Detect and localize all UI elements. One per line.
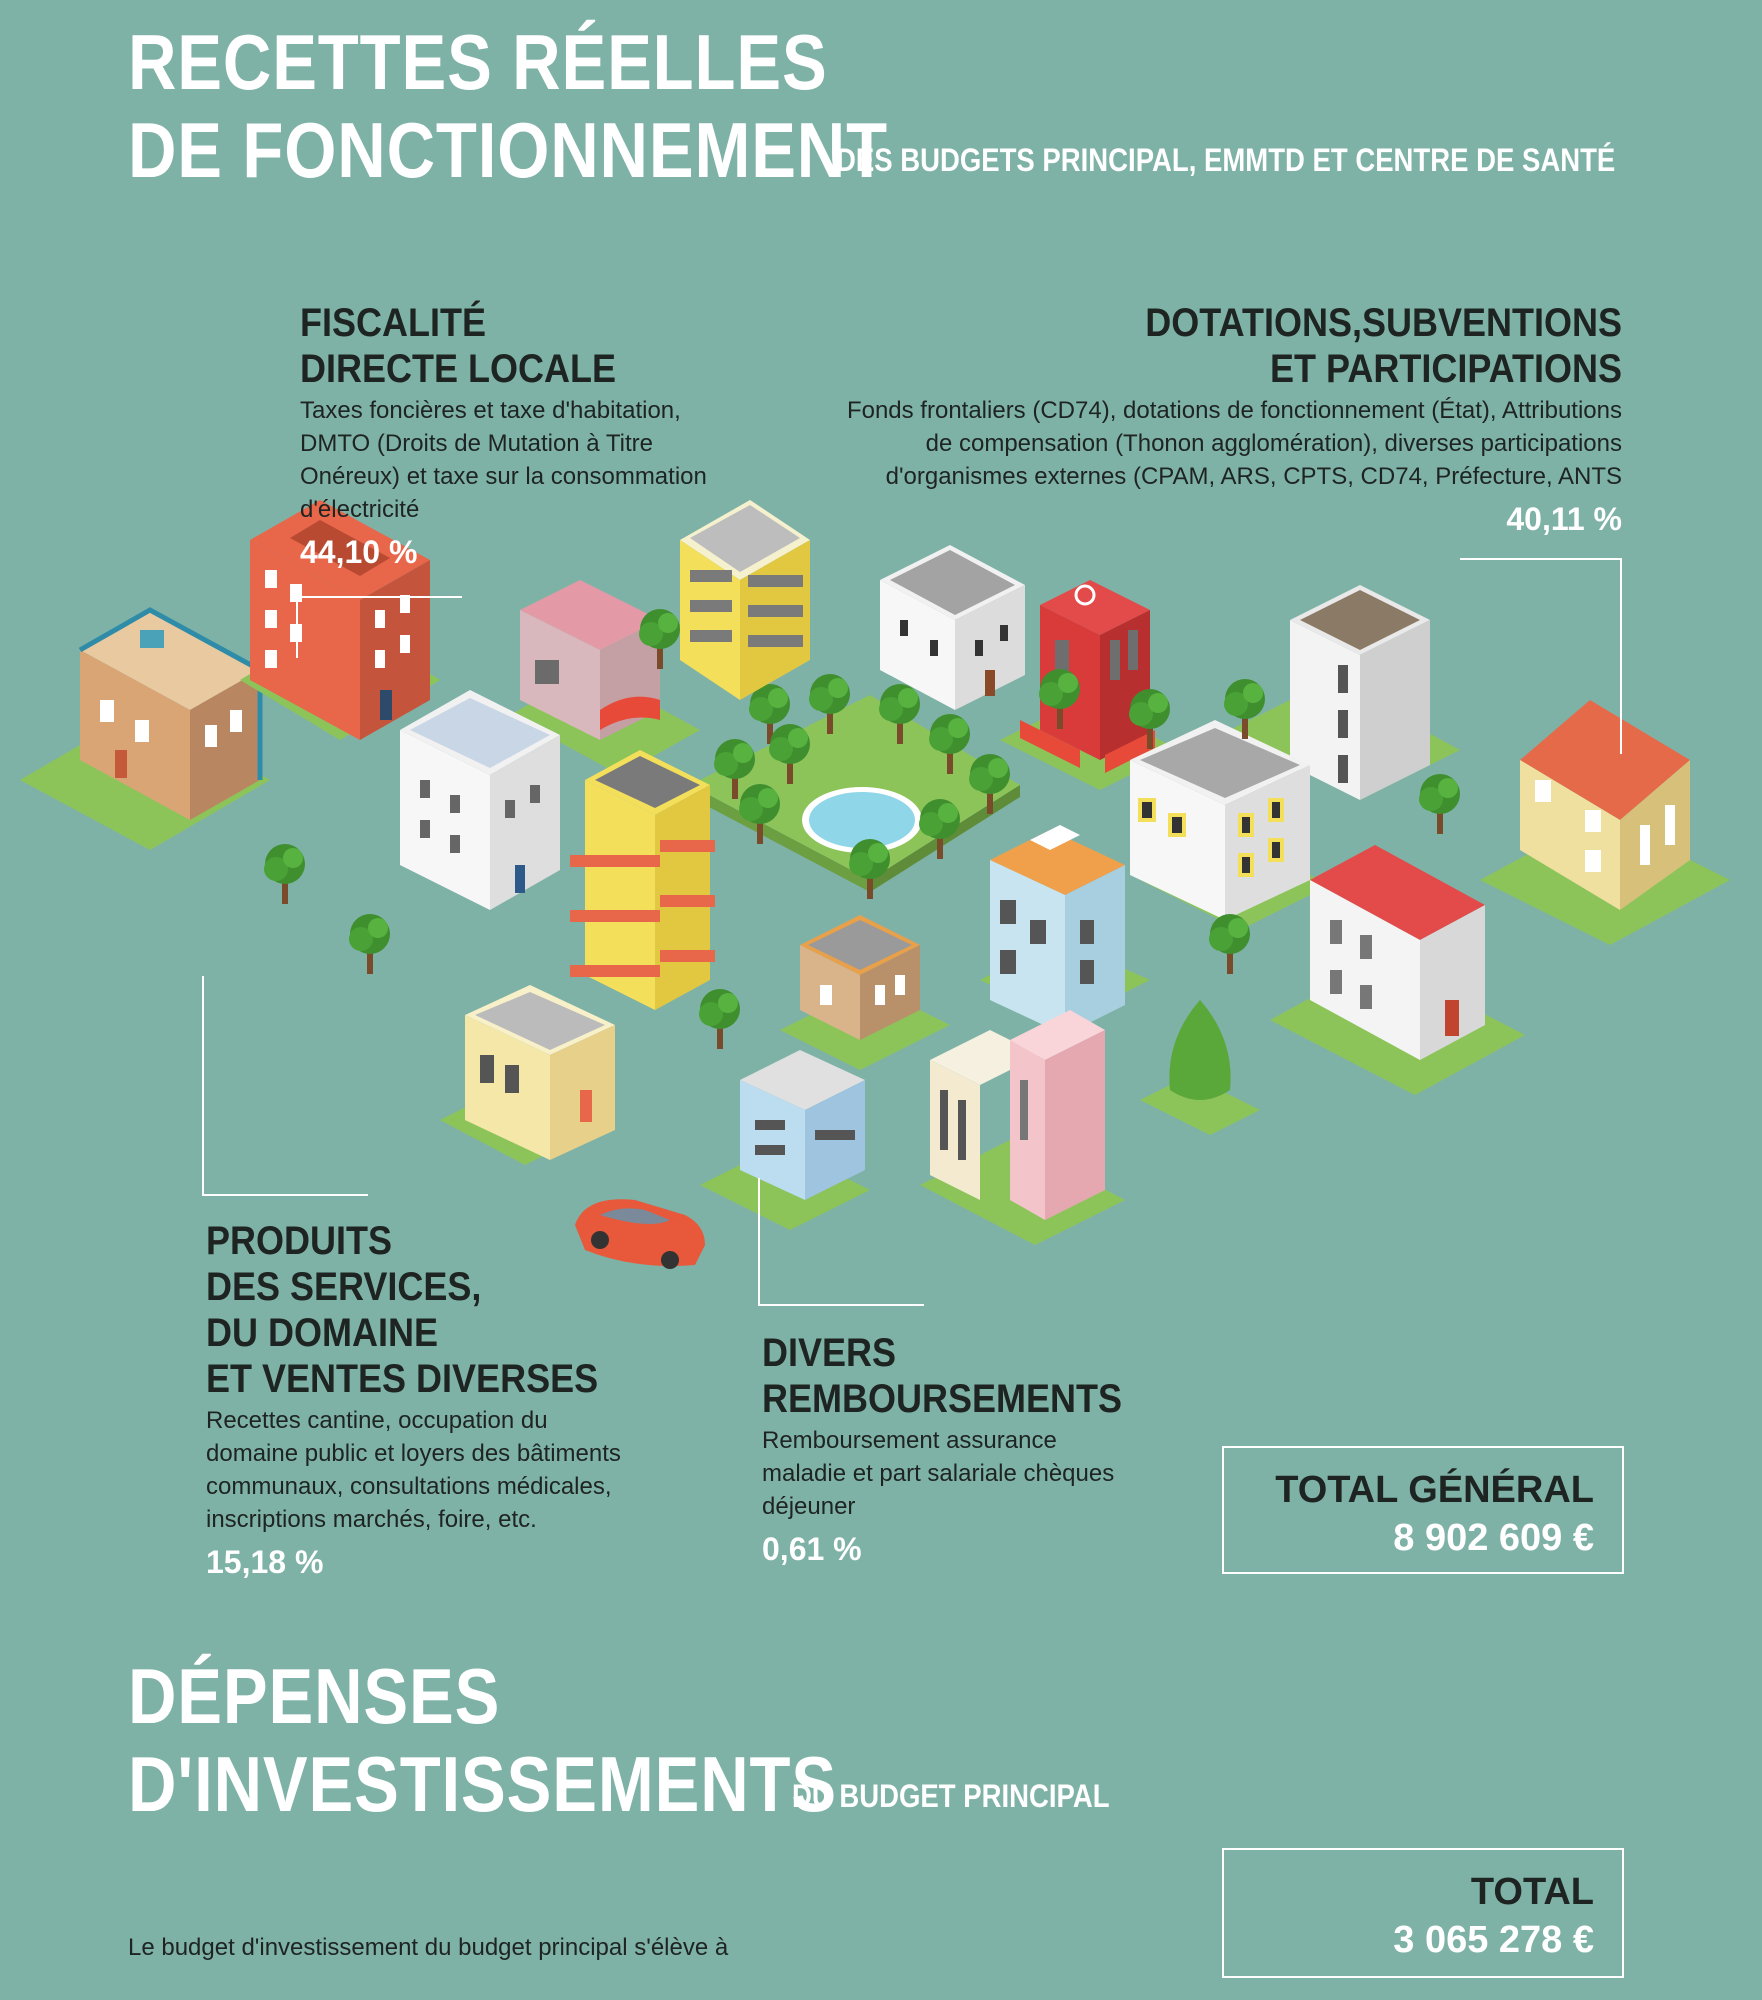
total-general-value: 8 902 609 €: [1393, 1517, 1594, 1559]
depenses-footnote: Le budget d'investissement du budget principal s'élève à: [128, 1934, 729, 1961]
building-cream: [440, 985, 615, 1165]
building-small-brown: [780, 915, 950, 1070]
connector-fiscalite-h: [296, 596, 462, 598]
category-percent: 0,61 %: [762, 1531, 862, 1567]
category-dotations: [820, 300, 1622, 538]
connector-divers-v: [758, 1178, 760, 1306]
depenses-title-line1: DÉPENSES: [128, 1652, 501, 1740]
building-blue-small: [700, 1050, 870, 1230]
depenses-subtitle: DU BUDGET PRINCIPAL: [792, 1778, 1110, 1814]
connector-produits-v: [202, 976, 204, 1196]
category-produits: [206, 1218, 666, 1581]
connector-dotations-h: [1460, 558, 1622, 560]
description-line: Fonds frontaliers (CD74), dotations de fonctionnement (État), Attributions: [846, 397, 1622, 424]
category-title-line: DES SERVICES,: [206, 1265, 482, 1309]
total-general-box: [1222, 1446, 1624, 1574]
building-yellow-stacked: [570, 750, 715, 1010]
description-line: d'organismes externes (CPAM, ARS, CPTS, CD74, Préfecture, ANTS: [885, 463, 1622, 490]
building-white-blue: [400, 690, 560, 910]
category-title-line: REMBOURSEMENTS: [762, 1377, 1123, 1421]
total-investissement-box: [1222, 1848, 1624, 1978]
total-general-label: TOTAL GÉNÉRAL: [1275, 1469, 1594, 1511]
category-title: [300, 300, 678, 392]
category-description: Taxes foncières et taxe d'habitation, DMTO (Droits de Mutation à Titre Onéreux) et taxe sur la consommation d'électricité: [300, 397, 707, 523]
recettes-subtitle: DES BUDGETS PRINCIPAL, EMMTD ET CENTRE DE SANTÉ: [836, 142, 1616, 178]
building-teal-beige: [20, 610, 270, 850]
category-percent: 40,11 %: [1506, 501, 1622, 537]
category-title: [762, 1330, 1123, 1422]
category-title-line: FISCALITÉ: [300, 301, 487, 345]
category-title-line: PRODUITS: [206, 1219, 393, 1263]
category-percent: 44,10 %: [300, 534, 418, 570]
category-percent: 15,18 %: [206, 1544, 324, 1580]
building-yellow-house: [1480, 700, 1730, 945]
category-title: [206, 1218, 620, 1402]
cone-tree: [1140, 1000, 1260, 1135]
category-title-line: DIRECTE LOCALE: [300, 347, 617, 391]
connector-fiscalite-v: [296, 596, 298, 658]
category-title: [900, 300, 1622, 392]
building-light-blue: [980, 825, 1150, 1035]
category-description: Remboursement assurance maladie et part salariale chèques déjeuner: [762, 1427, 1115, 1520]
connector-produits-h: [202, 1194, 368, 1196]
building-pink-pair: [920, 1010, 1125, 1245]
category-title-line: DIVERS: [762, 1331, 897, 1375]
depenses-title-line2: D'INVESTISSEMENTS: [128, 1740, 837, 1828]
recettes-title-line1: RECETTES RÉELLES: [128, 18, 828, 106]
category-title-line: ET PARTICIPATIONS: [1269, 347, 1622, 391]
category-fiscalite: [300, 300, 720, 571]
connector-divers-h: [758, 1304, 924, 1306]
category-description: [820, 394, 1622, 493]
city-illustration: [0, 480, 1762, 1300]
recettes-title-line2: DE FONCTIONNEMENT: [128, 106, 888, 194]
connector-dotations-v: [1620, 558, 1622, 754]
category-title-line: DOTATIONS,SUBVENTIONS: [1145, 301, 1622, 345]
category-title-line: ET VENTES DIVERSES: [206, 1357, 599, 1401]
description-line: de compensation (Thonon agglomération), diverses participations: [925, 430, 1622, 457]
category-divers: [762, 1330, 1122, 1568]
category-description: Recettes cantine, occupation du domaine public et loyers des bâtiments communaux, consultations médicales, inscriptions marchés, foire, etc.: [206, 1407, 621, 1533]
category-title-line: DU DOMAINE: [206, 1311, 439, 1355]
total-investissement-label: TOTAL: [1470, 1871, 1594, 1913]
total-investissement-value: 3 065 278 €: [1393, 1919, 1594, 1961]
park: [690, 674, 1020, 899]
